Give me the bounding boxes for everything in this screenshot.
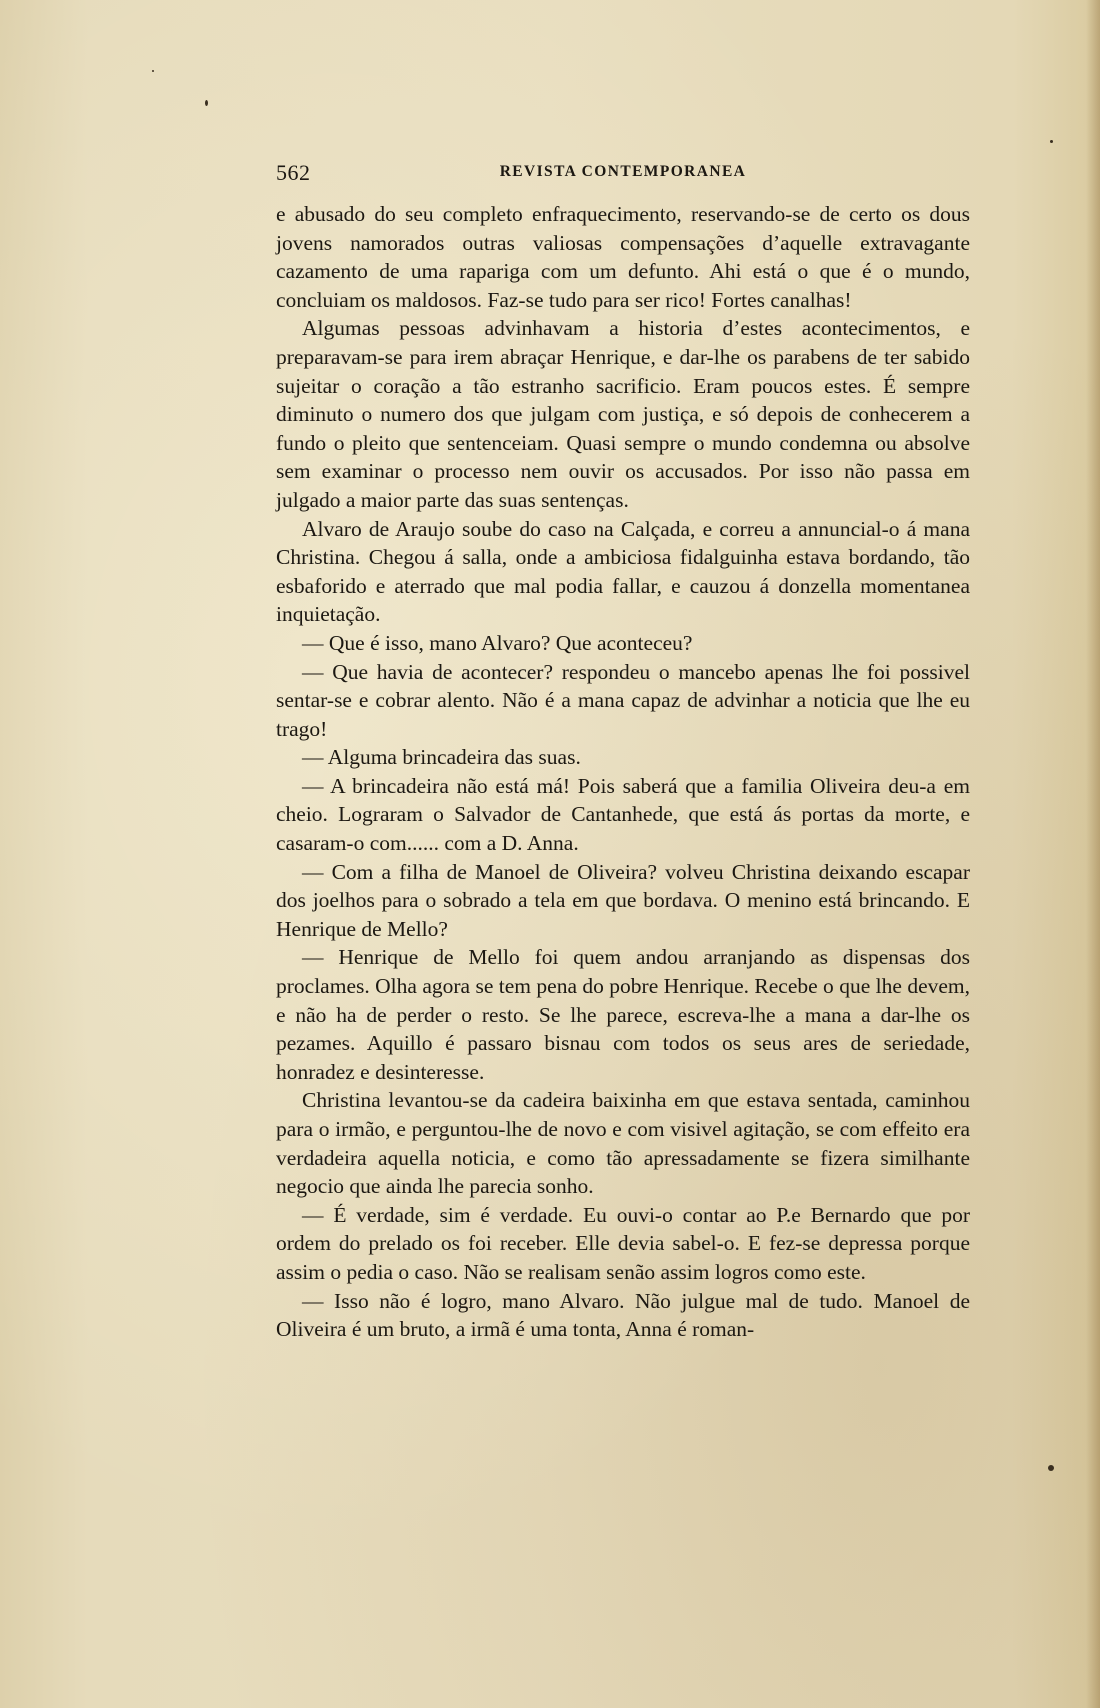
dialogue-line: — É verdade, sim é verdade. Eu ouvi-o contar ao P.e Bernardo que por ordem do prelado os foi receber. Elle devia sabel-o. E fez-se depressa porque assim o pedia o caso. Não se realisam senão assim logros como este.	[276, 1202, 970, 1284]
paragraph: Christina levantou-se da cadeira baixinha em que estava sentada, caminhou para o irmão, e perguntou-lhe de novo e com visivel agitação, se com effeito era verdadeira aquella noticia, e como tão apressadamente se fizera similhante negocio que ainda lhe parecia sonho.	[276, 1088, 970, 1199]
ink-speck	[152, 70, 154, 72]
paragraph: Alvaro de Araujo soube do caso na Calçada, e correu a annuncial-o á mana Christina. Chegou á salla, onde a ambiciosa fidalguinha estava bordando, tão esbaforido e aterrado que mal podia fallar, e cauzou á donzella momentanea inquietação.	[276, 516, 970, 627]
dialogue-line: — Isso não é logro, mano Alvaro. Não julgue mal de tudo. Manoel de Oliveira é um bruto, a irmã é uma tonta, Anna é roman-	[276, 1288, 970, 1342]
ink-speck	[205, 100, 208, 106]
paragraph: Algumas pessoas advinhavam a historia d’estes acontecimentos, e preparavam-se para irem abraçar Henrique, e dar-lhe os parabens de ter sabido sujeitar o coração a tão estranho sacrificio. Eram poucos estes. É sempre diminuto o numero dos que julgam com justiça, e só depois de conhecerem a fundo o pleito que sentenceiam. Quasi sempre o mundo condemna ou absolve sem examinar o processo nem ouvir os accusados. Por isso não passa em julgado a maior parte das suas sentenças.	[276, 316, 970, 512]
page-edge-shadow	[1086, 0, 1100, 1708]
body-text	[276, 200, 970, 1344]
dialogue-line: — Que havia de acontecer? respondeu o mancebo apenas lhe foi possivel sentar-se e cobrar alento. Não é a mana capaz de advinhar a noticia que lhe eu trago!	[276, 659, 970, 741]
running-title: REVISTA CONTEMPORANEA	[499, 163, 747, 180]
dialogue-line: — Henrique de Mello foi quem andou arranjando as dispensas dos proclames. Olha agora se tem pena do pobre Henrique. Recebe o que lhe devem, e não ha de perder o resto. Se lhe parece, escreva-lhe a mana a dar-lhe os pezames. Aquillo é passaro bisnau com todos os seus ares de seriedade, honradez e desinteresse.	[276, 945, 970, 1084]
dialogue-line: — Alguma brincadeira das suas.	[302, 745, 581, 770]
page-header	[276, 160, 970, 186]
ink-speck	[1048, 1465, 1054, 1471]
dialogue-line: — Que é isso, mano Alvaro? Que aconteceu?	[302, 630, 693, 655]
dialogue-line: — A brincadeira não está má! Pois saberá que a familia Oliveira deu-a em cheio. Lograram o Salvador de Cantanhede, que está ás portas da morte, e casaram-o com...... com a D. Anna.	[276, 773, 970, 856]
page-number: 562	[276, 160, 311, 185]
dialogue-line: — Com a filha de Manoel de Oliveira? volveu Christina deixando escapar dos joelhos para o sobrado a tela em que bordava. O menino está brincando. E Henrique de Mello?	[276, 859, 970, 941]
ink-speck	[1050, 140, 1053, 143]
paragraph: e abusado do seu completo enfraquecimento, reservando-se de certo os dous jovens namorados outras valiosas compensações d’aquelle extravagante cazamento de uma rapariga com um defunto. Ahi está o que é o mundo, concluiam os maldosos. Faz-se tudo para ser rico! Fortes canalhas!	[276, 202, 970, 312]
